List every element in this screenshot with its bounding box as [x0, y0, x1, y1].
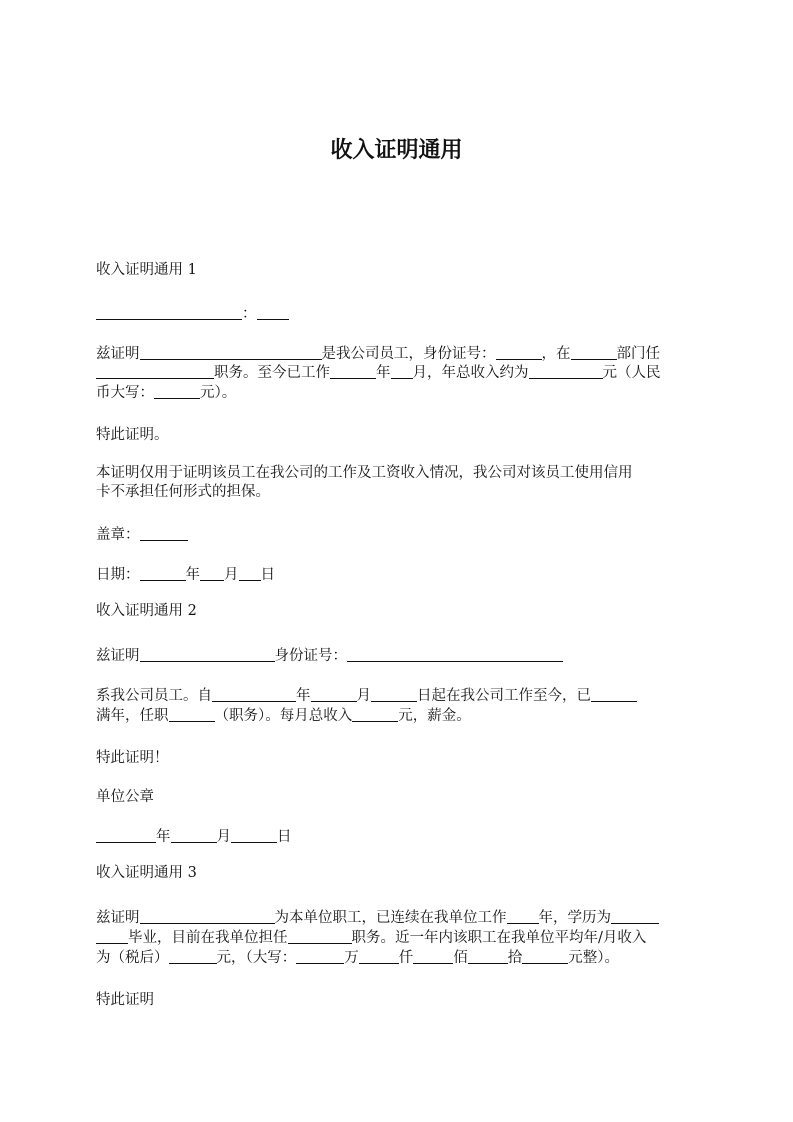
income-blank[interactable]	[529, 362, 603, 379]
monthly-income-blank[interactable]	[352, 705, 398, 722]
section-2-date: 年 月 日	[96, 826, 706, 848]
start-month-blank[interactable]	[311, 685, 357, 702]
position-blank[interactable]	[288, 927, 352, 944]
month-blank[interactable]	[200, 564, 224, 581]
start-year-blank[interactable]	[212, 685, 296, 702]
months-blank[interactable]	[391, 362, 413, 379]
years-blank[interactable]	[330, 362, 376, 379]
name-blank[interactable]	[140, 907, 275, 924]
section-1-seal: 盖章：	[96, 524, 706, 546]
section-2-special-statement: 特此证明！	[96, 750, 169, 766]
month-blank[interactable]	[171, 826, 217, 843]
position-blank[interactable]	[96, 362, 214, 379]
department-blank[interactable]	[571, 343, 617, 360]
section-1-heading: 收入证明通用 1	[96, 262, 197, 278]
section-3-heading: 收入证明通用 3	[96, 865, 197, 881]
yuan-blank[interactable]	[522, 947, 568, 964]
years-worked-blank[interactable]	[591, 685, 637, 702]
day-blank[interactable]	[239, 564, 261, 581]
education-blank[interactable]	[611, 907, 659, 924]
id-number-blank[interactable]	[347, 645, 563, 662]
section-1-paragraph-line-1: 兹证明 是我公司员工，身份证号： ，在 部门任	[96, 343, 706, 365]
blank-field[interactable]	[257, 303, 289, 320]
year-blank[interactable]	[140, 564, 186, 581]
section-3-line-3: 为（税后） 元，（大写： 万 仟 佰 拾 元整）。	[96, 947, 706, 969]
section-3-line-1: 兹证明 为本单位职工，已连续在我单位工作 年，学历为	[96, 907, 706, 929]
seal-blank[interactable]	[140, 524, 188, 541]
section-1-note-line-2: 卡不承担任何形式的担保。	[96, 484, 270, 500]
section-3-line-2: 毕业，目前在我单位担任 职务。近一年内该职工在我单位平均年/月收入	[96, 927, 706, 949]
document-title: 收入证明通用	[330, 138, 463, 163]
section-3-special-statement: 特此证明	[96, 992, 154, 1008]
wan-blank[interactable]	[296, 947, 344, 964]
qian-blank[interactable]	[359, 947, 399, 964]
section-2-line-3: 满年，任职 （职务）。每月总收入 元，薪金。	[96, 705, 706, 727]
section-2-heading: 收入证明通用 2	[96, 603, 197, 619]
year-blank[interactable]	[96, 826, 156, 843]
section-1-note-line-1: 本证明仅用于证明该员工在我公司的工作及工资收入情况，我公司对该员工使用信用	[96, 465, 633, 481]
income-uppercase-blank[interactable]	[154, 382, 200, 399]
id-number-blank[interactable]	[496, 343, 542, 360]
shi-blank[interactable]	[468, 947, 508, 964]
education-blank-cont[interactable]	[96, 927, 128, 944]
section-1-paragraph-line-2: 职务。至今已工作 年 月，年总收入约为 元（人民	[96, 362, 706, 384]
start-day-blank[interactable]	[371, 685, 417, 702]
section-1-date: 日期： 年 月 日	[96, 564, 706, 586]
section-1-special-statement: 特此证明。	[96, 427, 169, 443]
section-1-header-blanks: ：	[96, 303, 706, 325]
section-2-line-1: 兹证明 身份证号：	[96, 645, 706, 667]
section-1-paragraph-line-3: 币大写： 元）。	[96, 382, 706, 404]
section-2-line-2: 系我公司员工。自 年 月 日起在我公司工作至今，已	[96, 685, 706, 707]
years-blank[interactable]	[507, 907, 539, 924]
income-blank[interactable]	[169, 947, 217, 964]
name-blank[interactable]	[140, 645, 275, 662]
position-blank[interactable]	[169, 705, 215, 722]
day-blank[interactable]	[231, 826, 277, 843]
name-blank[interactable]	[140, 343, 322, 360]
bai-blank[interactable]	[413, 947, 453, 964]
section-2-seal: 单位公章	[96, 789, 154, 805]
blank-field[interactable]	[96, 303, 242, 320]
